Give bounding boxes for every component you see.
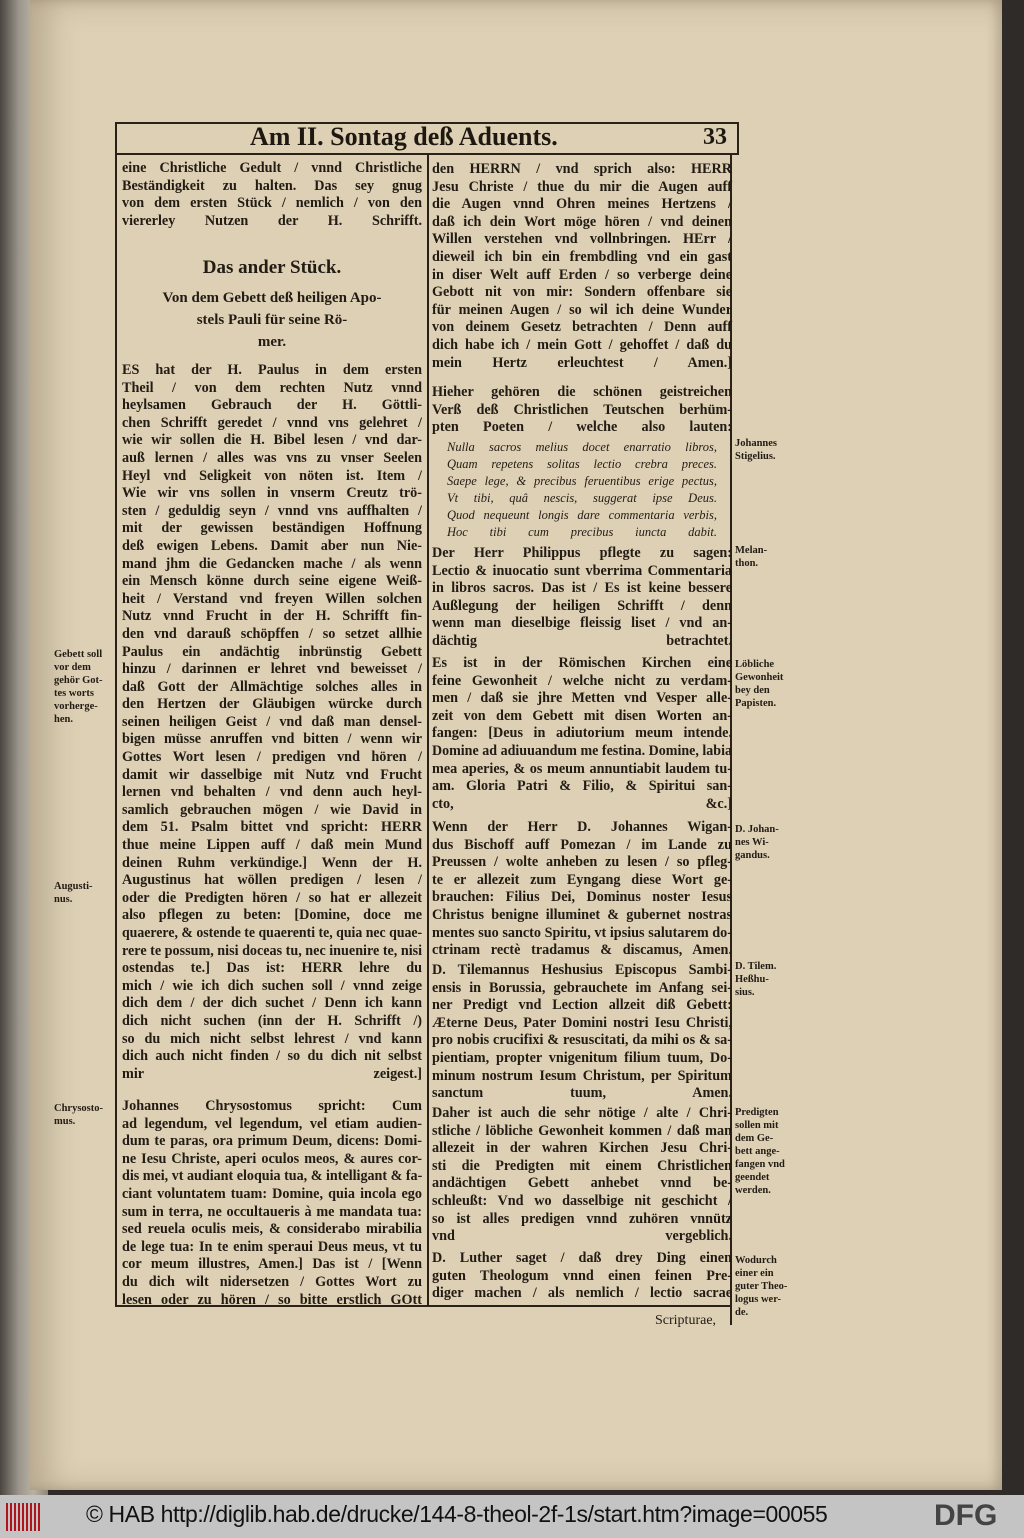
text-line: mein Hertz erleuchtest / Amen.] xyxy=(432,354,732,371)
text-line: den Hertzen der Gläubigen würcke durch xyxy=(122,696,422,713)
text-line: ctrinam rectè tradamus & discamus, Amen. xyxy=(432,942,732,959)
text-line: geendet xyxy=(735,1172,770,1183)
margin-note xyxy=(735,1254,795,1319)
text-line: den HERRN / vnd sprich also: HERR xyxy=(432,161,732,177)
text-line: Augustinus hat wöllen predigen / lesen / xyxy=(122,872,422,889)
text-line: daß Gott der Allmächtige solches alles in xyxy=(122,678,422,695)
margin-note xyxy=(735,960,795,999)
text-line: men / daß sie jhre Metten vnd Vesper alle- xyxy=(432,690,732,707)
text-line: ne Iesu Christe, aperi oculos meos, & aures cor- xyxy=(122,1150,422,1167)
text-line: mer. xyxy=(257,334,287,350)
text-line: cto, &c.] xyxy=(432,795,732,812)
text-line: du dich wilt nidersetzen / Gottes Wort zu xyxy=(122,1273,422,1290)
text-line: dich habe ich / mein Gott / gehoffet / daß du xyxy=(432,336,732,353)
text-line: Löbliche xyxy=(735,659,775,670)
right-paragraph-6 xyxy=(432,962,732,1103)
text-line: samlich gebrauchen mögen / wie David in xyxy=(122,801,422,818)
text-line: Preussen / wolte anheben zu lesen / so pfleg- xyxy=(432,854,732,871)
text-line: Von dem Gebett deß heiligen Apo- xyxy=(162,290,382,306)
left-paragraph-1 xyxy=(122,362,422,1083)
text-line: Gebott nit von mir: Sondern offenbare sie xyxy=(432,284,732,301)
text-line: Quod nequeunt longis dare commentaria verbis, xyxy=(447,508,717,522)
catchword: Scripturae, xyxy=(655,1313,717,1328)
margin-note xyxy=(54,648,114,726)
text-line: allezeit in der wahren Kirchen Jesu Chri- xyxy=(432,1140,732,1157)
text-line: pientiam, propter vnigenitum filium tuum, Do- xyxy=(432,1049,732,1066)
text-line: mea aperies, & os meum annuntiabit laudem tu- xyxy=(432,760,732,777)
text-line: dächtig betrachtet. xyxy=(432,632,732,649)
text-line: deinen Ruhm verkündige.] Wenn der H. xyxy=(122,854,422,871)
text-line: gandus. xyxy=(735,850,770,861)
right-paragraph-4 xyxy=(432,655,732,813)
text-line: dis mei, vt audiant eloquia tua, & intelligant & fa- xyxy=(122,1168,423,1185)
text-line: dum te paras, ora primum Deum, dicens: Domi- xyxy=(122,1133,422,1150)
text-line: Christus benigne illuminet & gubernet nostras xyxy=(432,906,732,923)
text-line: andächtigen Gebett anhebet vnnd be- xyxy=(432,1175,732,1192)
text-line: diger machen / als nemlich / lectio sacrae xyxy=(432,1285,732,1302)
text-line: Willen verstehen vnd vollnbringen. HErr / xyxy=(432,231,732,248)
text-line: logus wer- xyxy=(735,1294,781,1305)
text-line: Chrysosto- xyxy=(54,1103,103,1114)
text-line: sius. xyxy=(735,987,755,998)
text-line: dem 51. Psalm bittet vnd spricht: HERR xyxy=(122,819,422,836)
text-line: seinen heiligen Geist / vnd daß man densel- xyxy=(122,713,422,730)
text-line: sollen mit xyxy=(735,1120,779,1131)
left-intro xyxy=(122,160,422,230)
margin-note xyxy=(735,823,795,862)
text-line: nus. xyxy=(54,894,73,905)
text-line: chen Schrifft geredet / vnnd vns gelehret / xyxy=(122,414,422,431)
text-line: rere te possum, nisi doceas tu, nec inuenire te, nisi xyxy=(122,942,423,959)
right-paragraph-5 xyxy=(432,819,732,960)
footer-credit-link[interactable]: © HAB http://diglib.hab.de/drucke/144-8-theol-2f-1s/start.htm?image=00055 xyxy=(86,1501,828,1527)
footer-bar xyxy=(0,1495,1024,1538)
frame-rule xyxy=(737,122,739,155)
text-line: ein Mensch könne durch seine eigene Weiß- xyxy=(122,573,422,590)
text-line: D. Luther saget / daß drey Ding einen xyxy=(432,1250,732,1266)
text-line: bett ange- xyxy=(735,1146,780,1157)
dfg-logo: DFG xyxy=(934,1499,998,1532)
text-line: de lege tua: In te enim speraui Deus meus, vt tu xyxy=(122,1238,422,1255)
text-line: Daher ist auch die sehr nötige / alte / Chri- xyxy=(432,1105,732,1121)
text-line: werden. xyxy=(735,1185,771,1196)
left-paragraph-2 xyxy=(122,1098,422,1309)
margin-note xyxy=(735,1106,795,1197)
text-line: feine Gewonheit / welche nicht zu verdam- xyxy=(432,672,732,689)
text-line: heylsamen Gebrauch der H. Göttli- xyxy=(122,397,422,414)
text-line: sanctum tuum, Amen. xyxy=(432,1085,732,1102)
page-number: 33 xyxy=(703,124,727,150)
latin-verse xyxy=(447,439,717,541)
right-paragraph-3 xyxy=(432,545,732,651)
margin-note xyxy=(54,880,114,906)
text-line: de. xyxy=(735,1307,749,1318)
text-line: mus. xyxy=(54,1116,76,1127)
text-line: dus Bischoff auff Pomezan / im Lande zu xyxy=(432,836,732,853)
section-heading: Das ander Stück. xyxy=(202,257,342,278)
text-line: pten Poeten / welche also lauten: xyxy=(432,419,732,436)
text-line: bey den xyxy=(735,685,770,696)
text-line: Quam repetens solitas lectio crebra preces. xyxy=(447,457,717,471)
text-line: Heßhu- xyxy=(735,974,769,985)
text-line: in diser Welt auff Erden / so verberge deine xyxy=(432,266,732,283)
text-line: mand jhm die Gedancken mache / als wenn xyxy=(122,555,422,572)
text-line: deß ewigen Lebens. Damit aber nun Nie- xyxy=(122,537,422,554)
text-line: ES hat der H. Paulus in dem ersten xyxy=(122,362,422,378)
margin-note xyxy=(735,544,795,570)
text-line: wie wir sollen die H. Bibel lesen / vnd dar- xyxy=(122,432,422,449)
margin-note xyxy=(54,1102,114,1128)
text-line: für meinen Augen / so wil ich deine Wunder xyxy=(432,301,732,318)
right-paragraph-1 xyxy=(432,161,732,372)
text-line: damit wir dasselbige mit Nutz vnd Frucht xyxy=(122,766,422,783)
text-line: vorherge- xyxy=(54,701,98,712)
text-line: viererley Nutzen der H. Schrifft. xyxy=(122,212,422,229)
text-line: am. Gloria Patri & Filio, & Spiritui san- xyxy=(432,778,732,795)
text-line: dem Ge- xyxy=(735,1133,774,1144)
text-line: dich dem / der dich suchet / Denn ich kann xyxy=(122,995,422,1012)
text-line: lesen oder zu hören / so bitte erstlich GOtt xyxy=(122,1291,422,1308)
text-line: Melan- xyxy=(735,545,768,556)
text-line: Wenn der Herr D. Johannes Wigan- xyxy=(432,819,732,835)
text-line: Nulla sacros melius docet enarratio libros, xyxy=(447,440,717,454)
text-line: wenn man dieselbige fleissig liset / vnd an- xyxy=(432,615,732,632)
text-line: Der Herr Philippus pflegte zu sagen: xyxy=(432,545,732,561)
section-subheading xyxy=(122,287,422,353)
text-line: ner Predigt vnd Lection allzeit diß Gebett: xyxy=(432,997,732,1014)
margin-note xyxy=(735,437,795,463)
text-line: hinzu / darinnen er lehret vnd beweisset / xyxy=(122,661,422,678)
text-line: ensis in Borussia, gebrauchete im Anfang sei- xyxy=(432,979,732,996)
text-line: Nutz vnnd Frucht in der H. Schrifft fin- xyxy=(122,608,422,625)
text-line: heit / Verstand vnd freyen Willen solchen xyxy=(122,590,422,607)
text-line: Æterne Deus, Pater Domini nostri Iesu Christi, xyxy=(432,1014,732,1031)
text-line: dich auch nicht finden / so du dich nit selbst xyxy=(122,1048,422,1065)
text-line: Predigten xyxy=(735,1107,779,1118)
text-line: mir zeigest.] xyxy=(122,1065,422,1082)
text-line: schleußt: Vnd wo dasselbige nit geschicht / xyxy=(432,1192,732,1209)
text-line: thue meine Lippen auff / daß mein Mund xyxy=(122,837,422,854)
text-line: sed reuela oculis meis, & considerabo mirabilia xyxy=(122,1221,422,1238)
text-line: einer ein xyxy=(735,1268,774,1279)
text-line: guter Theo- xyxy=(735,1281,788,1292)
text-line: so du mich nicht selbst lehrest / vnd kann xyxy=(122,1030,422,1047)
text-line: Jesu Christe / thue du mir die Augen auff xyxy=(432,178,732,195)
right-paragraph-7 xyxy=(432,1105,732,1246)
text-line: gehör Got- xyxy=(54,675,103,686)
text-line: die Augen vnnd Ohren meines Hertzens / xyxy=(432,196,732,213)
text-line: zeit von dem Gebett mit disen Worten an- xyxy=(432,707,732,724)
text-line: Vt tibi, quâ nescis, suggerat ipse Deus. xyxy=(447,491,717,505)
text-line: D. Tilemannus Heshusius Episcopus Sambi- xyxy=(432,962,732,978)
text-line: also pflegen zu beten: [Domine, doce me xyxy=(122,907,422,924)
right-paragraph-2 xyxy=(432,384,732,437)
frame-rule xyxy=(115,122,117,1306)
text-line: sum in terra, ne occultaueris à me mandata tua: xyxy=(122,1203,422,1220)
text-line: den vnd darauß schöpffen / so setzet allhie xyxy=(122,625,422,642)
text-line: Es ist in der Römischen Kirchen eine xyxy=(432,655,732,671)
text-line: nes Wi- xyxy=(735,837,769,848)
right-paragraph-8 xyxy=(432,1250,732,1303)
text-line: Gewonheit xyxy=(735,672,784,683)
text-line: mit der gewissen beständigen Hoffnung xyxy=(122,520,422,537)
text-line: ostendas te.] Das ist: HERR lehre du xyxy=(122,960,422,977)
text-line: Augusti- xyxy=(54,881,93,892)
text-line: fangen vnd xyxy=(735,1159,785,1170)
text-line: pro nobis crucifixi & resuscitati, da mihi os & sa- xyxy=(432,1032,732,1049)
text-line: eine Christliche Gedult / vnnd Christliche xyxy=(122,160,422,176)
text-line: te er allezeit zum Eyngang diese Wort ge- xyxy=(432,871,732,888)
text-line: Domine ad adiuuandum me festina. Domine, labia xyxy=(432,742,732,759)
margin-note xyxy=(735,658,795,710)
text-line: sti die Predigten mit einem Christlichen xyxy=(432,1157,732,1174)
text-line: Hoc tibi cum precibus iuncta dabit. xyxy=(447,525,717,539)
text-line: Johannes Chrysostomus spricht: Cum xyxy=(122,1098,422,1114)
text-line: vnd vergeblich. xyxy=(432,1228,732,1245)
text-line: Beständigkeit zu halten. Das sey gnug xyxy=(122,177,422,194)
text-line: cor meum illustres, Amen.] Das ist / [Wenn xyxy=(122,1256,422,1273)
text-line: Gebett soll xyxy=(54,649,103,660)
text-line: oder die Predigten hören / so hat er allezeit xyxy=(122,889,422,906)
text-line: auß lernen / alles was vns zu vnser Seelen xyxy=(122,449,422,466)
text-line: Außlegung der heiligen Schrifft / denn xyxy=(432,597,732,614)
text-line: thon. xyxy=(735,558,759,569)
running-title: Am II. Sontag deß Aduents. xyxy=(250,122,558,151)
text-line: mentes suo sancto Spiritu, vt ipsius salutarem do- xyxy=(432,924,732,941)
text-line: Theil / von dem rechten Nutz vnnd xyxy=(122,379,422,396)
text-line: Hieher gehören die schönen geistreichen xyxy=(432,384,732,400)
text-line: D. Johan- xyxy=(735,824,779,835)
text-line: minum nostrum Iesum Christum, per Spiritum xyxy=(432,1067,732,1084)
text-line: stels Pauli für seine Rö- xyxy=(196,312,348,328)
text-line: Wie wir vns sollen in vnserm Creutz trö- xyxy=(122,485,422,502)
text-line: brauchen: Filius Dei, Dominus noster Iesus xyxy=(432,889,732,906)
column-divider xyxy=(427,155,429,1305)
text-line: D. Tilem. xyxy=(735,961,777,972)
text-line: von dem ersten Stück / nemlich / von den xyxy=(122,195,422,212)
text-line: daß ich dein Wort möge hören / vnd deinen xyxy=(432,213,732,230)
text-line: ciant voluntatem tuam: Domine, quia incola ego xyxy=(122,1185,422,1202)
text-line: Heyl vnd Seligkeit von nöten ist. Item / xyxy=(122,467,422,484)
text-line: Lectio & inuocatio sunt vberrima Commentaria xyxy=(432,562,732,579)
text-line: Verß deß Christlichen Teutschen berhüm- xyxy=(432,401,732,418)
text-line: hen. xyxy=(54,714,73,725)
text-line: lernen vnd behalten / vnd denn auch heyl- xyxy=(122,784,422,801)
text-line: Wodurch xyxy=(735,1255,777,1266)
text-line: sten / geduldig seyn / vnnd vns auffhalten / xyxy=(122,502,422,519)
text-line: guten Theologum vnnd einen feinen Pre- xyxy=(432,1267,732,1284)
text-line: stliche / löbliche Gewonheit kommen / daß man xyxy=(432,1122,732,1139)
text-line: Gottes Wort lesen / predigen vnd hören / xyxy=(122,749,422,766)
text-line: so ist alles predigen vnnd zuhören vnnütz xyxy=(432,1210,732,1227)
text-line: Saepe lege, & precibus feruentibus erige pectus, xyxy=(447,474,717,488)
text-line: mich / wie ich dich suchen soll / vnnd zeige xyxy=(122,977,422,994)
text-line: tes worts xyxy=(54,688,94,699)
text-line: Papisten. xyxy=(735,698,777,709)
text-line: Johannes xyxy=(735,438,778,449)
text-line: fangen: [Deus in adiutorium meum intende. xyxy=(432,725,732,742)
text-line: dich nicht suchen (inn der H. Schrifft /) xyxy=(122,1012,422,1029)
text-line: quaerere, & ostende te quaerenti te, quia nec quae- xyxy=(122,925,423,941)
text-line: Paulus ein andächtig inbrünstig Gebett xyxy=(122,643,422,660)
text-line: bigen müsse anruffen vnd bitten / wenn wir xyxy=(122,731,422,748)
text-line: in libros sacros. Das ist / Es ist keine bessere xyxy=(432,580,732,597)
text-line: von deinem Gesetz betrachten / Denn auff xyxy=(432,319,732,336)
text-line: ad legendum, vel legendum, vel etiam audien- xyxy=(122,1115,422,1132)
text-line: dieweil ich bin ein frembdling vnd ein gast xyxy=(432,248,732,265)
hab-logo-icon xyxy=(6,1503,42,1531)
text-line: Stigelius. xyxy=(735,451,776,462)
text-line: vor dem xyxy=(54,662,91,673)
